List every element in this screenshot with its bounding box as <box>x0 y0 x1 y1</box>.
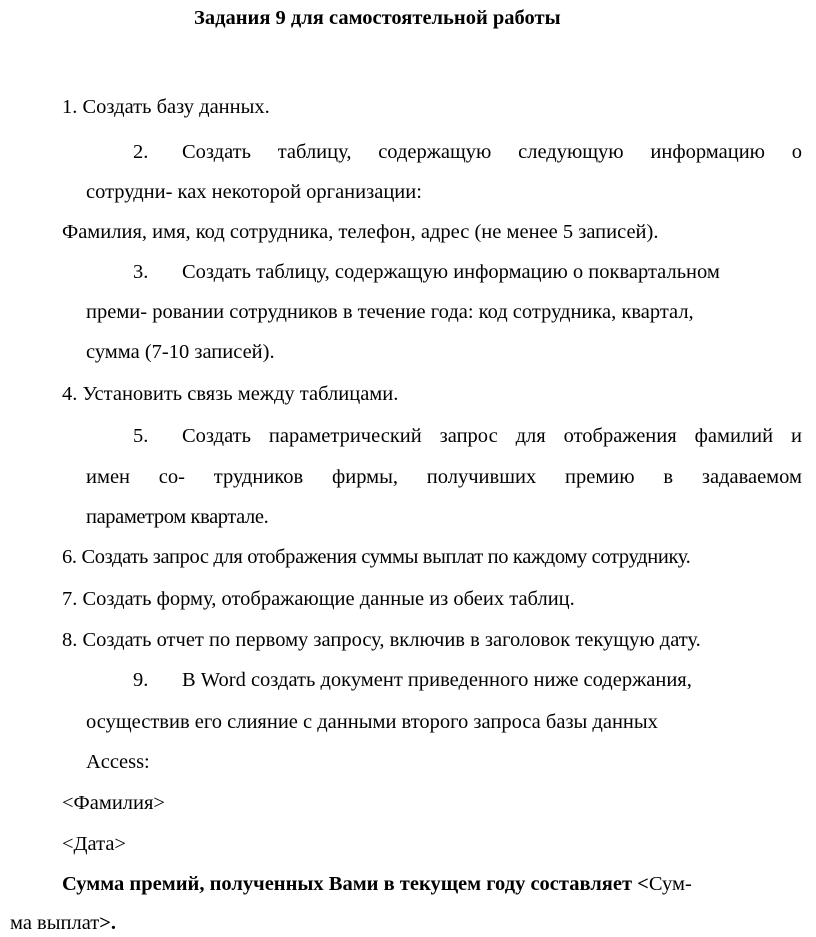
task-9-number: 9. <box>133 669 149 691</box>
task-3-number: 3. <box>133 261 149 283</box>
task-2-line-2: сотрудни- ках некоторой организации: <box>86 181 422 203</box>
template-sum-field-start: Сум- <box>648 873 692 895</box>
template-sum-line-1 <box>62 874 692 895</box>
template-sum-line-2 <box>10 913 116 934</box>
task-3-line-2: преми- ровании сотрудников в течение года: код сотрудника, квартал, <box>86 301 694 323</box>
template-sum-field-end: ма выплат <box>10 912 100 934</box>
task-9-line-3: Access: <box>86 751 150 773</box>
task-8: 8. Создать отчет по первому запросу, включив в заголовок текущую дату. <box>62 629 701 651</box>
task-9-line-2: осуществив его слияние с данными второго запроса базы данных <box>86 711 658 733</box>
task-5-line-2: имен со- трудников фирмы, получивших премию в задаваемом <box>86 466 802 488</box>
page-title: Задания 9 для самостоятельной работы <box>194 7 561 29</box>
template-sum-text: Сумма премий, полученных Вами в текущем году составляет < <box>62 873 649 895</box>
template-date-field: <Дата> <box>62 833 126 855</box>
task-2-line-1: Создать таблицу, содержащую следующую информацию о <box>182 141 802 163</box>
template-surname-field: <Фамилия> <box>62 792 165 814</box>
task-7: 7. Создать форму, отображающие данные из обеих таблиц. <box>62 588 575 610</box>
task-4: 4. Установить связь между таблицами. <box>62 383 399 405</box>
task-5-line-1: Создать параметрический запрос для отображения фамилий и <box>182 425 802 447</box>
task-5-line-3: параметром квартале. <box>86 506 269 528</box>
task-2-number: 2. <box>133 141 149 163</box>
task-1: 1. Создать базу данных. <box>62 96 270 118</box>
template-sum-close: >. <box>99 912 117 934</box>
task-5-number: 5. <box>133 425 149 447</box>
task-3-line-1: Создать таблицу, содержащую информацию о поквартальном <box>182 261 720 283</box>
task-3-line-3: сумма (7-10 записей). <box>86 341 275 363</box>
task-9-line-1: В Word создать документ приведенного ниже содержания, <box>182 669 692 691</box>
task-2-line-3: Фамилия, имя, код сотрудника, телефон, адрес (не менее 5 записей). <box>62 221 659 243</box>
task-6: 6. Создать запрос для отображения суммы выплат по каждому сотруднику. <box>62 546 691 568</box>
